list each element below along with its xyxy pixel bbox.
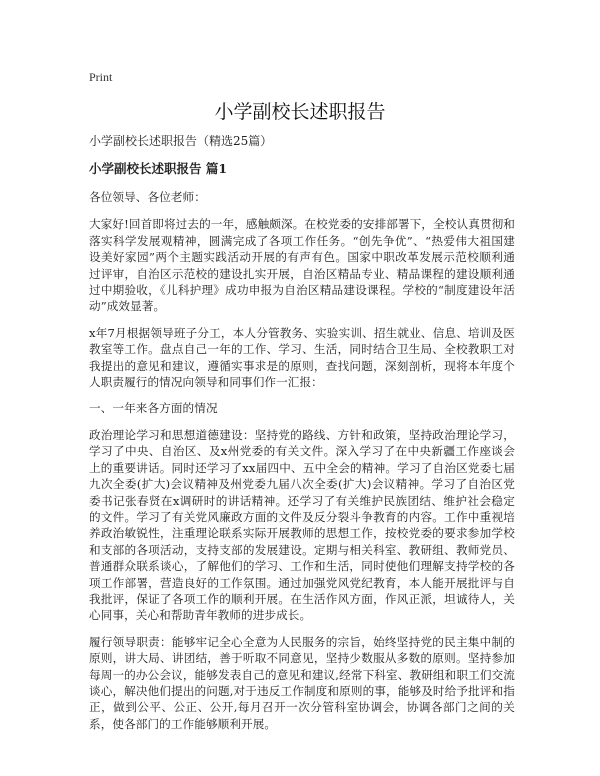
section-heading: 小学副校长述职报告 篇1: [89, 161, 228, 176]
responsibilities-paragraph: x年7月根据领导班子分工，本人分管教务、实验实训、招生就业、信息、培训及医教室等工作。盘点自己一年的工作、学习、生活，同时结合卫生局、全校教职工对我提出的意见和建议，遵循实事求是的原则，查找问题，深刻剖析，现将本年度个人职责履行的情况向领导和同事们作一汇报：: [89, 325, 515, 390]
political-study-paragraph: 政治理论学习和思想道德建设：坚持党的路线、方针和政策，坚持政治理论学习，学习了中央、自治区、及x州党委的有关文件。深入学习了在中央新疆工作座谈会上的重要讲话。同时还学习了xx届四中、五中全会的精神。学习了自治区党委七届九次全委(扩大)会议精神及州党委九届八次全委(扩大)会议精神。学习了自治区党委书记张春贤在x调研时的讲话精神。还学习了有关维护民族团结、维护社会稳定的文件。学习了有关党风廉政方面的文件及反分裂斗争教育的内容。工作中重视培养政治敏锐性，注重理论联系实际开展教师的思想工作，按校党委的要求参加学校和支部的各项活动，支持支部的发展建设。定期与相关科室、教研组、教师党员、普通群众联系谈心，了解他们的学习、工作和生活，同时使他们理解支持学校的各项工作部署，营造良好的工作氛围。通过加强党风党纪教育，本人能开展批评与自我批评，保证了各项工作的顺利开展。在生活作风方面，作风正派，坦诚待人，关心同事，关心和帮助青年教师的进步成长。: [89, 427, 515, 623]
print-link[interactable]: Print: [89, 70, 113, 84]
intro-paragraph: 大家好!回首即将过去的一年，感触颇深。在校党委的安排部署下，全校认真贯彻和落实科学发展观精神，圆满完成了各项工作任务。“创先争优”、“热爱伟大祖国建设美好家园”两个主题实践活动开展的有声有色。国家中职改革发展示范校顺利通过评审，自治区示范校的建设扎实开展，自治区精品专业、精品课程的建设顺利通过中期验收，《儿科护理》成功申报为自治区精品建设课程。学校的“制度建设年活动”成效显著。: [89, 217, 515, 314]
subsection-heading: 一、一年来各方面的情况: [89, 401, 218, 416]
document-subtitle: 小学副校长述职报告（精选25篇）: [89, 134, 273, 148]
leadership-duties-paragraph: 履行领导职责：能够牢记全心全意为人民服务的宗旨，始终坚持党的民主集中制的原则，讲大局、讲团结，善于听取不同意见，坚持少数服从多数的原则。坚持参加每周一的办公会议，能够发表自己的意见和建议,经常下科室、教研组和职工们交流谈心，解决他们提出的问题,对于违反工作制度和原则的事，能够及时给予批评和指正，做到公平、公正、公开,每月召开一次分管科室协调会，协调各部门之间的关系，使各部门的工作能够顺利开展。: [89, 634, 515, 731]
document-title: 小学副校长述职报告: [214, 101, 386, 123]
document-body: [89, 133, 515, 742]
greeting-paragraph: 各位领导、各位老师：: [89, 190, 206, 204]
